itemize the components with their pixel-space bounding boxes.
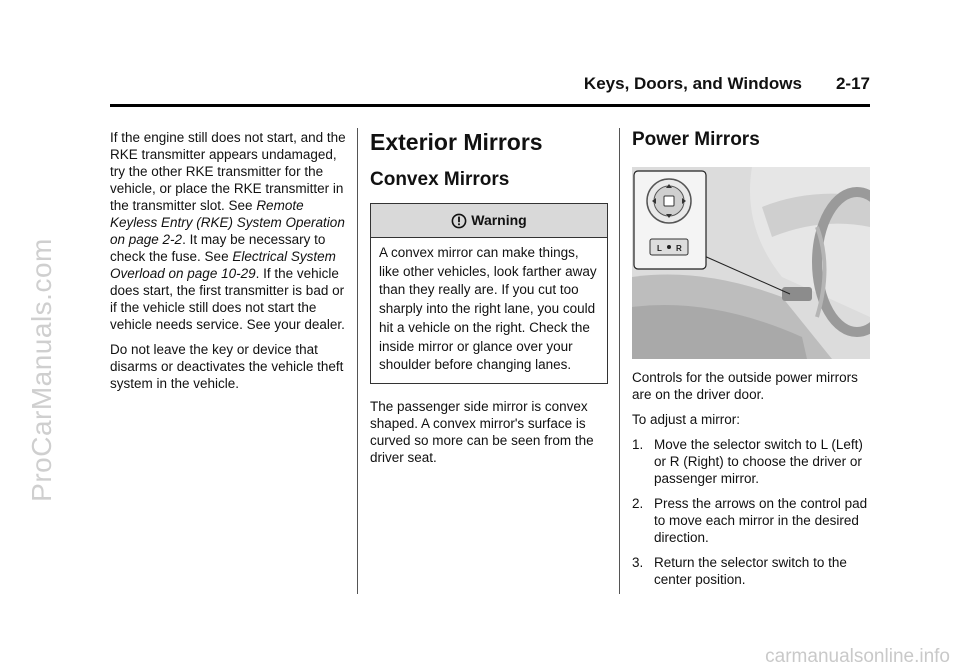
paragraph-engine-start bbox=[110, 129, 346, 333]
warning-box bbox=[370, 203, 608, 384]
section-title: Exterior Mirrors bbox=[370, 129, 543, 155]
warning-icon bbox=[451, 213, 467, 229]
paragraph-passenger-mirror: The passenger side mirror is convex shaped. A convex mirror's surface is curved so more can be seen from the driver seat. bbox=[370, 398, 594, 465]
right-selector-label: R bbox=[676, 244, 682, 253]
column-2 bbox=[370, 129, 608, 474]
step-text: Return the selector switch to the center position. bbox=[654, 555, 847, 587]
paragraph-text: . If the vehicle does start, the first transmitter is bad or if the vehicle still does not start the vehicle needs service. See your dealer. bbox=[110, 266, 345, 332]
subsection-title: Convex Mirrors bbox=[370, 169, 510, 190]
list-item bbox=[632, 554, 870, 588]
page-number: 2-17 bbox=[835, 74, 870, 93]
left-selector-label: L bbox=[657, 244, 662, 253]
warning-header bbox=[371, 204, 607, 238]
column-divider-2 bbox=[619, 128, 620, 594]
power-mirror-controls-illustration bbox=[632, 167, 870, 359]
column-1 bbox=[110, 129, 346, 400]
step-text: Press the arrows on the control pad to move each mirror in the desired direction. bbox=[654, 496, 868, 545]
header-rule bbox=[110, 104, 870, 107]
side-watermark: ProCarManuals.com bbox=[26, 238, 57, 502]
column-3 bbox=[632, 129, 870, 596]
chapter-title: Keys, Doors, and Windows bbox=[583, 74, 802, 93]
cross-reference-link[interactable]: Remote Keyless Entry (RKE) System Operation on page 2-2 bbox=[110, 198, 345, 247]
bottom-watermark: carmanualsonline.info bbox=[765, 646, 950, 667]
step-number: 1. bbox=[632, 437, 644, 452]
section-title: Power Mirrors bbox=[632, 129, 760, 150]
step-number: 2. bbox=[632, 496, 644, 511]
list-item bbox=[632, 436, 870, 487]
column-divider-1 bbox=[357, 128, 358, 594]
paragraph-controls-location: Controls for the outside power mirrors are on the driver door. bbox=[632, 370, 858, 402]
cross-reference-link[interactable]: Electrical System Overload on page 10-29 bbox=[110, 249, 336, 281]
step-text: Move the selector switch to L (Left) or R (Right) to choose the driver or passenger mirror. bbox=[654, 437, 863, 486]
warning-title: Warning bbox=[471, 212, 527, 228]
paragraph-text: If the engine still does not start, and the RKE transmitter appears undamaged, try the other RKE transmitter for the vehicle, or place the RKE transmitter in the transmitter slot. See bbox=[110, 130, 346, 213]
step-number: 3. bbox=[632, 555, 644, 570]
warning-text: A convex mirror can make things, like other vehicles, look farther away than they really are. If you cut too sharply into the right lane, you could hit a vehicle on the right. Check the inside mirror or glance over your shoulder before changing lanes. bbox=[379, 245, 597, 373]
page-header bbox=[110, 74, 870, 94]
paragraph-text: . It may be necessary to check the fuse. See bbox=[110, 232, 326, 264]
paragraph-key-warning: Do not leave the key or device that disarms or deactivates the vehicle theft system in the vehicle. bbox=[110, 342, 344, 391]
adjust-steps-list bbox=[632, 436, 870, 588]
paragraph-adjust-intro: To adjust a mirror: bbox=[632, 412, 741, 427]
list-item bbox=[632, 495, 870, 546]
